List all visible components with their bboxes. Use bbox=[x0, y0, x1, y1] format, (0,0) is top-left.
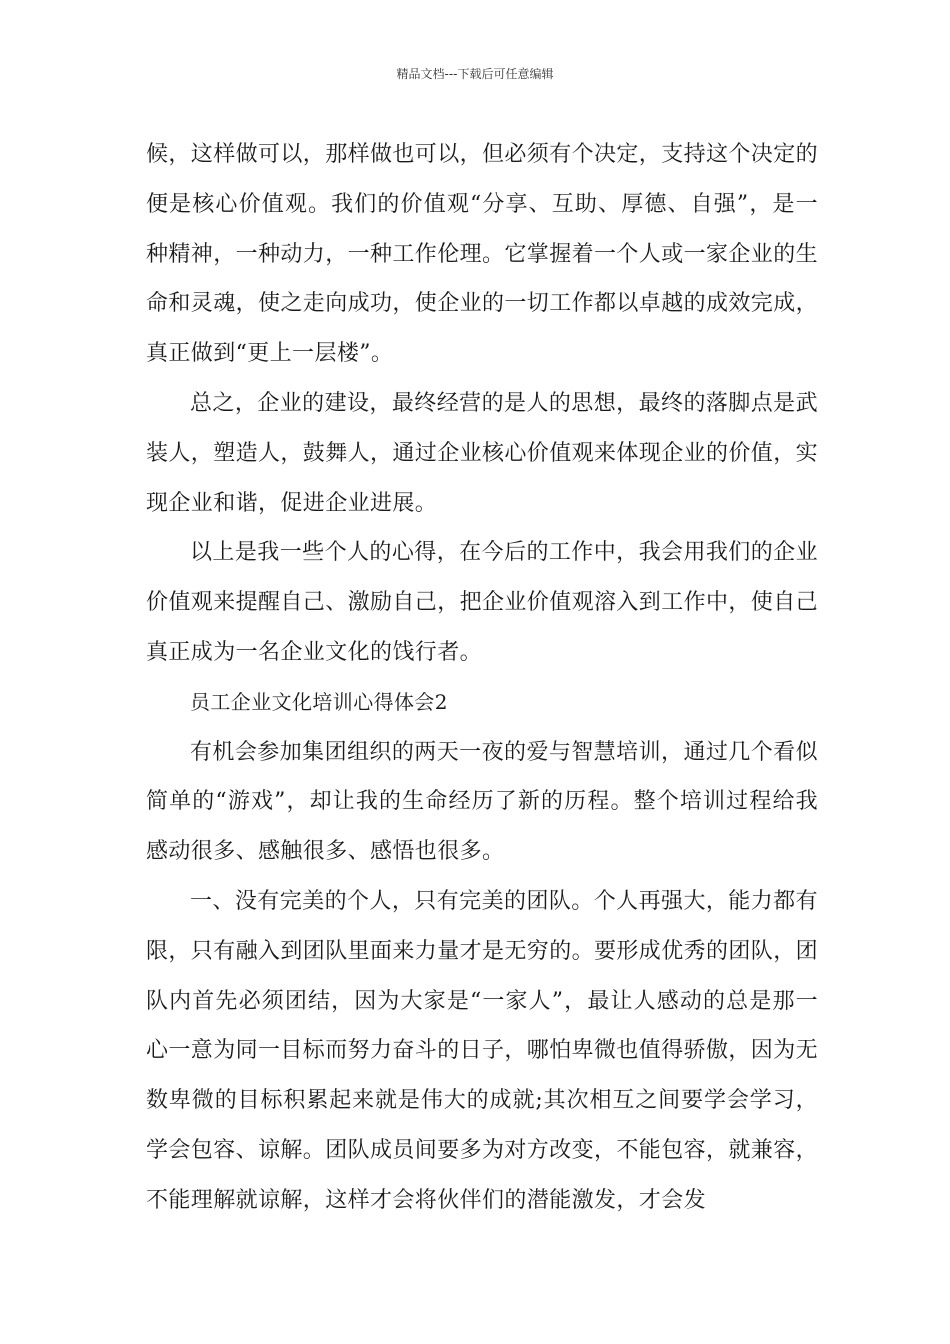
paragraph-5: 一、没有完美的个人，只有完美的团队。个人再强大，能力都有限，只有融入到团队里面来力量才是无穷的。要形成优秀的团队，团队内首先必须团结，因为大家是“一家人”，最让人感动的总是那一心一意为同一目标而努力奋斗的日子，哪怕卑微也值得骄傲，因为无数卑微的目标积累起来就是伟大的成就;其次相互之间要学会学习，学会包容、谅解。团队成员间要多为对方改变，不能包容，就兼容，不能理解就谅解，这样才会将伙伴们的潜能激发，才会发 bbox=[146, 888, 819, 1213]
page-header: 精品文档---下载后可任意编辑 bbox=[396, 67, 554, 81]
paragraph-3: 以上是我一些个人的心得，在今后的工作中，我会用我们的企业价值观来提醒自己、激励自己，把企业价值观溶入到工作中，使自己真正成为一名企业文化的饯行者。 bbox=[146, 540, 819, 665]
document-body bbox=[146, 130, 818, 1226]
paragraph-4: 有机会参加集团组织的两天一夜的爱与智慧培训，通过几个看似简单的“游戏”，却让我的生命经历了新的历程。整个培训过程给我感动很多、感触很多、感悟也很多。 bbox=[146, 739, 818, 865]
paragraph-2: 总之，企业的建设，最终经营的是人的思想，最终的落脚点是武装人，塑造人，鼓舞人，通过企业核心价值观来体现企业的价值，实现企业和谐，促进企业进展。 bbox=[146, 390, 819, 516]
paragraph-1: 候，这样做可以，那样做也可以，但必须有个决定，支持这个决定的便是核心价值观。我们的价值观“分享、互助、厚德、自强”，是一种精神，一种动力，一种工作伦理。它掌握着一个人或一家企业的生命和灵魂，使之走向成功，使企业的一切工作都以卓越的成效完成，真正做到“更上一层楼”。 bbox=[146, 142, 819, 367]
section-heading: 员工企业文化培训心得体会2 bbox=[190, 689, 448, 714]
